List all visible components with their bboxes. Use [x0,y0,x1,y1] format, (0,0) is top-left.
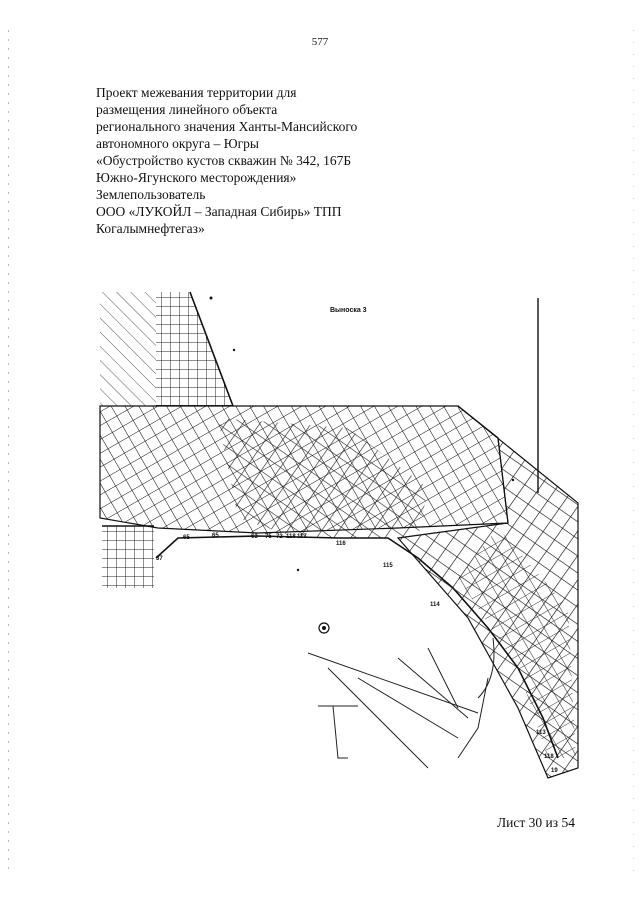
map-drawing [98,288,588,788]
point-label: 116 [336,541,346,547]
title-line: Проект межевания территории для [96,85,297,100]
left-margin-marks [8,30,9,875]
land-user-name: Когалымнефтегаз» [96,221,205,236]
project-name-line: «Обустройство кустов скважин № 342, 167Б [96,153,352,168]
hatched-zone [100,292,156,406]
title-line: размещения линейного объекта [96,102,278,117]
point-label: 115 [383,563,393,569]
point-label: 37 [156,556,163,562]
point-label: 113 [536,730,546,736]
title-line: регионального значения Ханты-Мансийского [96,119,358,134]
point-label: 117 [297,534,307,540]
point-label: 75 [265,534,272,540]
point-label: 65 [212,533,219,539]
land-user-label: Землепользователь [96,187,206,202]
point-label: 65 [183,535,190,541]
document-title-block [96,84,416,237]
grid-zone-lower-left [102,526,154,588]
sheet-number: Лист 30 из 54 [497,815,575,830]
point-label: 118 [544,754,554,760]
page-number: 577 [311,36,329,48]
right-margin-marks [633,30,634,875]
point-label: 114 [430,602,440,608]
point-label: 118 [286,534,296,540]
title-line: автономного округа – Югры [96,136,259,151]
land-user-name: ООО «ЛУКОЙЛ – Западная Сибирь» ТПП [96,204,342,219]
point-label: 72 [276,534,283,540]
callout-label: Выноска 3 [330,307,367,314]
point-label: 63 [251,534,258,540]
cadastral-map [98,288,588,788]
project-name-line: Южно-Ягунского месторождения» [96,170,297,185]
point-label: 19 [551,768,558,774]
grid-zone-upper [156,292,233,406]
survey-lines [308,638,494,768]
